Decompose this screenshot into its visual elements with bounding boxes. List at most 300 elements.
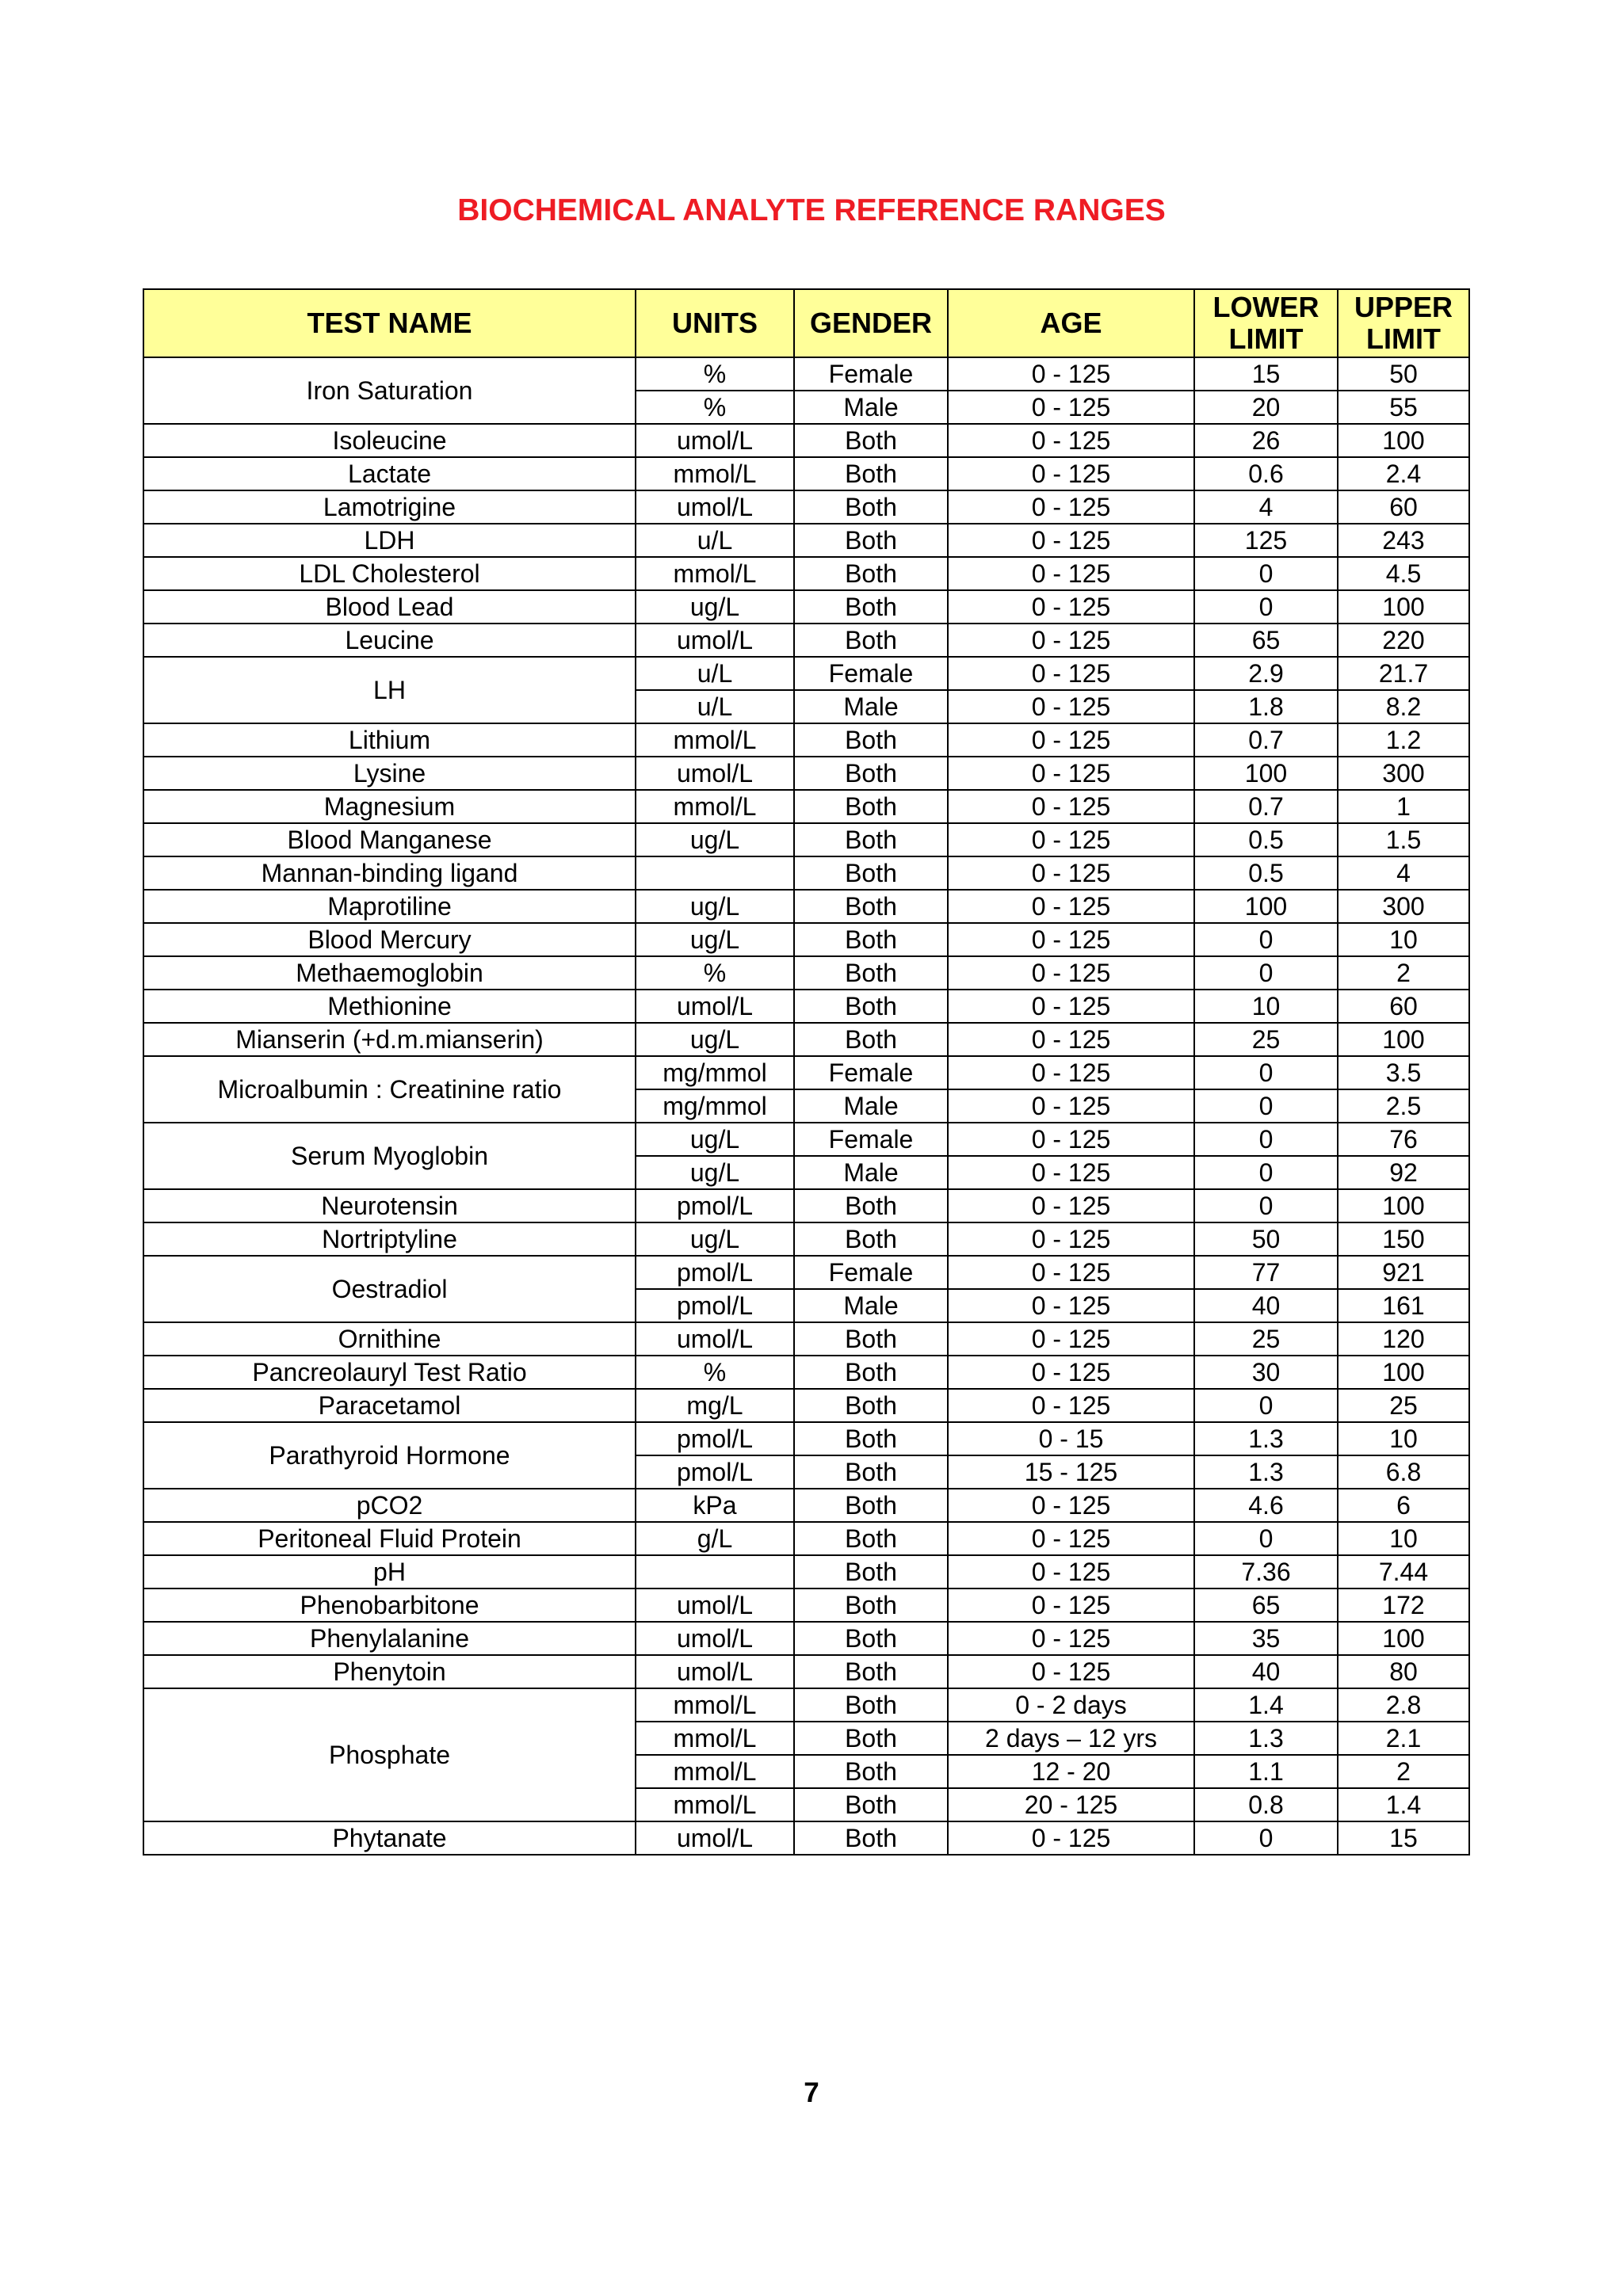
units-cell: pmol/L: [636, 1289, 794, 1322]
table-row: [143, 1322, 1469, 1356]
units-cell: mmol/L: [636, 557, 794, 590]
age-cell: 0 - 125: [948, 856, 1194, 890]
upper-cell: 92: [1338, 1156, 1469, 1189]
gender-cell: Both: [794, 1455, 948, 1489]
age-cell: 0 - 125: [948, 1821, 1194, 1855]
age-cell: 0 - 125: [948, 1256, 1194, 1289]
upper-cell: 100: [1338, 1189, 1469, 1222]
lower-cell: 0.5: [1194, 823, 1338, 856]
upper-cell: 2.8: [1338, 1688, 1469, 1722]
table-row: [143, 1189, 1469, 1222]
test-name-cell: Leucine: [143, 624, 636, 657]
table-row: [143, 1222, 1469, 1256]
age-cell: 0 - 125: [948, 524, 1194, 557]
gender-cell: Both: [794, 1788, 948, 1821]
units-cell: umol/L: [636, 624, 794, 657]
units-cell: %: [636, 1356, 794, 1389]
gender-cell: Male: [794, 1289, 948, 1322]
gender-cell: Both: [794, 1189, 948, 1222]
table-row: [143, 1655, 1469, 1688]
upper-cell: 6: [1338, 1489, 1469, 1522]
table-row: [143, 1389, 1469, 1422]
lower-cell: 4.6: [1194, 1489, 1338, 1522]
test-name-cell: Nortriptyline: [143, 1222, 636, 1256]
gender-cell: Both: [794, 590, 948, 624]
test-name-cell: Peritoneal Fluid Protein: [143, 1522, 636, 1555]
age-cell: 0 - 125: [948, 1056, 1194, 1089]
header-gender: GENDER: [794, 289, 948, 357]
gender-cell: Female: [794, 1123, 948, 1156]
gender-cell: Both: [794, 1755, 948, 1788]
gender-cell: Both: [794, 723, 948, 757]
age-cell: 0 - 125: [948, 757, 1194, 790]
test-name-cell: Phenobarbitone: [143, 1589, 636, 1622]
units-cell: mmol/L: [636, 1755, 794, 1788]
lower-cell: 0: [1194, 1821, 1338, 1855]
upper-cell: 15: [1338, 1821, 1469, 1855]
header-test-name: TEST NAME: [143, 289, 636, 357]
units-cell: mg/mmol: [636, 1089, 794, 1123]
lower-cell: 0.7: [1194, 723, 1338, 757]
age-cell: 0 - 125: [948, 1289, 1194, 1322]
test-name-cell: Parathyroid Hormone: [143, 1422, 636, 1489]
age-cell: 0 - 125: [948, 490, 1194, 524]
lower-cell: 35: [1194, 1622, 1338, 1655]
age-cell: 0 - 125: [948, 1522, 1194, 1555]
lower-cell: 40: [1194, 1655, 1338, 1688]
lower-cell: 65: [1194, 1589, 1338, 1622]
test-name-cell: LDH: [143, 524, 636, 557]
lower-cell: 0.7: [1194, 790, 1338, 823]
age-cell: 0 - 125: [948, 657, 1194, 690]
upper-cell: 100: [1338, 1356, 1469, 1389]
units-cell: umol/L: [636, 1655, 794, 1688]
upper-cell: 1.2: [1338, 723, 1469, 757]
test-name-cell: Lysine: [143, 757, 636, 790]
table-row: [143, 1422, 1469, 1455]
upper-cell: 1.4: [1338, 1788, 1469, 1821]
units-cell: ug/L: [636, 1156, 794, 1189]
upper-cell: 100: [1338, 1023, 1469, 1056]
gender-cell: Both: [794, 457, 948, 490]
gender-cell: Female: [794, 357, 948, 391]
lower-cell: 0.8: [1194, 1788, 1338, 1821]
lower-cell: 0: [1194, 1522, 1338, 1555]
lower-cell: 0: [1194, 1389, 1338, 1422]
units-cell: ug/L: [636, 1123, 794, 1156]
reference-range-table: [143, 288, 1470, 1855]
units-cell: u/L: [636, 524, 794, 557]
upper-cell: 300: [1338, 757, 1469, 790]
test-name-cell: Lactate: [143, 457, 636, 490]
gender-cell: Male: [794, 1089, 948, 1123]
units-cell: %: [636, 391, 794, 424]
lower-cell: 77: [1194, 1256, 1338, 1289]
upper-cell: 2: [1338, 956, 1469, 990]
units-cell: umol/L: [636, 490, 794, 524]
upper-cell: 7.44: [1338, 1555, 1469, 1589]
gender-cell: Both: [794, 1821, 948, 1855]
lower-cell: 0: [1194, 1156, 1338, 1189]
age-cell: 0 - 125: [948, 1655, 1194, 1688]
gender-cell: Both: [794, 990, 948, 1023]
units-cell: %: [636, 357, 794, 391]
gender-cell: Both: [794, 1555, 948, 1589]
units-cell: mmol/L: [636, 1722, 794, 1755]
test-name-cell: Methaemoglobin: [143, 956, 636, 990]
test-name-cell: LH: [143, 657, 636, 723]
table-row: [143, 357, 1469, 391]
gender-cell: Both: [794, 1023, 948, 1056]
units-cell: mmol/L: [636, 723, 794, 757]
units-cell: ug/L: [636, 923, 794, 956]
gender-cell: Both: [794, 790, 948, 823]
units-cell: ug/L: [636, 1023, 794, 1056]
upper-cell: 100: [1338, 424, 1469, 457]
test-name-cell: Phenylalanine: [143, 1622, 636, 1655]
gender-cell: Both: [794, 1322, 948, 1356]
age-cell: 0 - 125: [948, 790, 1194, 823]
table-row: [143, 723, 1469, 757]
upper-cell: 100: [1338, 1622, 1469, 1655]
table-row: [143, 457, 1469, 490]
table-row: [143, 657, 1469, 690]
upper-cell: 172: [1338, 1589, 1469, 1622]
upper-cell: 10: [1338, 1522, 1469, 1555]
upper-cell: 100: [1338, 590, 1469, 624]
gender-cell: Both: [794, 856, 948, 890]
gender-cell: Both: [794, 1489, 948, 1522]
upper-cell: 300: [1338, 890, 1469, 923]
units-cell: ug/L: [636, 590, 794, 624]
age-cell: 0 - 2 days: [948, 1688, 1194, 1722]
age-cell: 0 - 125: [948, 1589, 1194, 1622]
header-units: UNITS: [636, 289, 794, 357]
upper-cell: 10: [1338, 1422, 1469, 1455]
upper-cell: 25: [1338, 1389, 1469, 1422]
gender-cell: Both: [794, 1688, 948, 1722]
header-upper-limit: [1338, 289, 1469, 357]
age-cell: 0 - 125: [948, 990, 1194, 1023]
units-cell: ug/L: [636, 1222, 794, 1256]
lower-cell: 0: [1194, 557, 1338, 590]
units-cell: mmol/L: [636, 1688, 794, 1722]
test-name-cell: Oestradiol: [143, 1256, 636, 1322]
page-title: BIOCHEMICAL ANALYTE REFERENCE RANGES: [457, 193, 1166, 227]
table-row: [143, 424, 1469, 457]
upper-cell: 3.5: [1338, 1056, 1469, 1089]
table-row: [143, 624, 1469, 657]
upper-cell: 2.4: [1338, 457, 1469, 490]
gender-cell: Both: [794, 1655, 948, 1688]
age-cell: 0 - 125: [948, 1489, 1194, 1522]
gender-cell: Both: [794, 1356, 948, 1389]
table-row: [143, 1821, 1469, 1855]
table-row: [143, 790, 1469, 823]
units-cell: pmol/L: [636, 1256, 794, 1289]
age-cell: 12 - 20: [948, 1755, 1194, 1788]
units-cell: pmol/L: [636, 1422, 794, 1455]
lower-cell: 20: [1194, 391, 1338, 424]
table-row: [143, 856, 1469, 890]
lower-cell: 1.1: [1194, 1755, 1338, 1788]
upper-cell: 50: [1338, 357, 1469, 391]
test-name-cell: Blood Lead: [143, 590, 636, 624]
lower-cell: 125: [1194, 524, 1338, 557]
age-cell: 0 - 125: [948, 1322, 1194, 1356]
table-row: [143, 1056, 1469, 1089]
units-cell: umol/L: [636, 1589, 794, 1622]
lower-cell: 15: [1194, 357, 1338, 391]
units-cell: mmol/L: [636, 1788, 794, 1821]
test-name-cell: Blood Mercury: [143, 923, 636, 956]
test-name-cell: Pancreolauryl Test Ratio: [143, 1356, 636, 1389]
header-age: AGE: [948, 289, 1194, 357]
gender-cell: Both: [794, 757, 948, 790]
test-name-cell: Maprotiline: [143, 890, 636, 923]
age-cell: 0 - 125: [948, 357, 1194, 391]
units-cell: mg/mmol: [636, 1056, 794, 1089]
lower-cell: 4: [1194, 490, 1338, 524]
lower-cell: 0.5: [1194, 856, 1338, 890]
upper-cell: 2.1: [1338, 1722, 1469, 1755]
gender-cell: Both: [794, 823, 948, 856]
lower-cell: 100: [1194, 890, 1338, 923]
upper-cell: 4: [1338, 856, 1469, 890]
test-name-cell: LDL Cholesterol: [143, 557, 636, 590]
gender-cell: Male: [794, 391, 948, 424]
gender-cell: Both: [794, 490, 948, 524]
age-cell: 0 - 125: [948, 1156, 1194, 1189]
units-cell: umol/L: [636, 1622, 794, 1655]
age-cell: 0 - 125: [948, 723, 1194, 757]
gender-cell: Both: [794, 956, 948, 990]
age-cell: 0 - 125: [948, 1023, 1194, 1056]
table-row: [143, 757, 1469, 790]
units-cell: mg/L: [636, 1389, 794, 1422]
lower-cell: 30: [1194, 1356, 1338, 1389]
age-cell: 0 - 125: [948, 923, 1194, 956]
lower-cell: 0: [1194, 590, 1338, 624]
table-row: [143, 1589, 1469, 1622]
test-name-cell: Phytanate: [143, 1821, 636, 1855]
test-name-cell: Microalbumin : Creatinine ratio: [143, 1056, 636, 1123]
table-row: [143, 923, 1469, 956]
header-lower-line2: LIMIT: [1228, 322, 1304, 355]
header-upper-line2: LIMIT: [1366, 322, 1441, 355]
age-cell: 0 - 125: [948, 624, 1194, 657]
units-cell: ug/L: [636, 823, 794, 856]
age-cell: 2 days – 12 yrs: [948, 1722, 1194, 1755]
upper-cell: 4.5: [1338, 557, 1469, 590]
upper-cell: 161: [1338, 1289, 1469, 1322]
upper-cell: 2: [1338, 1755, 1469, 1788]
test-name-cell: Blood Manganese: [143, 823, 636, 856]
age-cell: 0 - 125: [948, 457, 1194, 490]
page-number: 7: [804, 2077, 819, 2108]
header-lower-limit: [1194, 289, 1338, 357]
lower-cell: 1.4: [1194, 1688, 1338, 1722]
units-cell: [636, 1555, 794, 1589]
table-row: [143, 1123, 1469, 1156]
age-cell: 0 - 125: [948, 890, 1194, 923]
upper-cell: 120: [1338, 1322, 1469, 1356]
upper-cell: 220: [1338, 624, 1469, 657]
age-cell: 0 - 125: [948, 590, 1194, 624]
gender-cell: Both: [794, 1589, 948, 1622]
upper-cell: 6.8: [1338, 1455, 1469, 1489]
gender-cell: Both: [794, 890, 948, 923]
age-cell: 0 - 15: [948, 1422, 1194, 1455]
lower-cell: 25: [1194, 1023, 1338, 1056]
units-cell: kPa: [636, 1489, 794, 1522]
lower-cell: 1.8: [1194, 690, 1338, 723]
test-name-cell: pH: [143, 1555, 636, 1589]
units-cell: umol/L: [636, 990, 794, 1023]
test-name-cell: Serum Myoglobin: [143, 1123, 636, 1189]
gender-cell: Both: [794, 1389, 948, 1422]
gender-cell: Both: [794, 424, 948, 457]
upper-cell: 2.5: [1338, 1089, 1469, 1123]
lower-cell: 0.6: [1194, 457, 1338, 490]
upper-cell: 10: [1338, 923, 1469, 956]
table-row: [143, 1622, 1469, 1655]
gender-cell: Both: [794, 624, 948, 657]
lower-cell: 0: [1194, 1089, 1338, 1123]
test-name-cell: pCO2: [143, 1489, 636, 1522]
age-cell: 15 - 125: [948, 1455, 1194, 1489]
table-row: [143, 1522, 1469, 1555]
lower-cell: 0: [1194, 1189, 1338, 1222]
upper-cell: 8.2: [1338, 690, 1469, 723]
gender-cell: Both: [794, 1222, 948, 1256]
gender-cell: Both: [794, 1722, 948, 1755]
test-name-cell: Phenytoin: [143, 1655, 636, 1688]
units-cell: g/L: [636, 1522, 794, 1555]
units-cell: ug/L: [636, 890, 794, 923]
lower-cell: 50: [1194, 1222, 1338, 1256]
upper-cell: 921: [1338, 1256, 1469, 1289]
table-row: [143, 823, 1469, 856]
upper-cell: 60: [1338, 490, 1469, 524]
lower-cell: 100: [1194, 757, 1338, 790]
lower-cell: 0: [1194, 1056, 1338, 1089]
units-cell: %: [636, 956, 794, 990]
age-cell: 0 - 125: [948, 1622, 1194, 1655]
table-row: [143, 1023, 1469, 1056]
gender-cell: Both: [794, 923, 948, 956]
gender-cell: Both: [794, 1622, 948, 1655]
upper-cell: 80: [1338, 1655, 1469, 1688]
table-row: [143, 590, 1469, 624]
lower-cell: 25: [1194, 1322, 1338, 1356]
table-row: [143, 1688, 1469, 1722]
table-row: [143, 956, 1469, 990]
table-row: [143, 1256, 1469, 1289]
gender-cell: Both: [794, 524, 948, 557]
table-row: [143, 1555, 1469, 1589]
table-row: [143, 557, 1469, 590]
table-row: [143, 524, 1469, 557]
upper-cell: 150: [1338, 1222, 1469, 1256]
lower-cell: 7.36: [1194, 1555, 1338, 1589]
age-cell: 0 - 125: [948, 1123, 1194, 1156]
table-header: [143, 289, 1469, 357]
lower-cell: 0: [1194, 923, 1338, 956]
test-name-cell: Phosphate: [143, 1688, 636, 1821]
age-cell: 0 - 125: [948, 956, 1194, 990]
upper-cell: 243: [1338, 524, 1469, 557]
table-row: [143, 1489, 1469, 1522]
lower-cell: 2.9: [1194, 657, 1338, 690]
upper-cell: 60: [1338, 990, 1469, 1023]
lower-cell: 1.3: [1194, 1422, 1338, 1455]
upper-cell: 21.7: [1338, 657, 1469, 690]
units-cell: [636, 856, 794, 890]
table-row: [143, 490, 1469, 524]
test-name-cell: Magnesium: [143, 790, 636, 823]
lower-cell: 1.3: [1194, 1722, 1338, 1755]
upper-cell: 1: [1338, 790, 1469, 823]
upper-cell: 55: [1338, 391, 1469, 424]
header-upper-line1: UPPER: [1354, 291, 1453, 323]
units-cell: umol/L: [636, 757, 794, 790]
gender-cell: Female: [794, 1256, 948, 1289]
lower-cell: 26: [1194, 424, 1338, 457]
lower-cell: 10: [1194, 990, 1338, 1023]
test-name-cell: Lithium: [143, 723, 636, 757]
age-cell: 0 - 125: [948, 1089, 1194, 1123]
table-row: [143, 1356, 1469, 1389]
table-body: [143, 357, 1469, 1855]
age-cell: 0 - 125: [948, 391, 1194, 424]
age-cell: 0 - 125: [948, 1356, 1194, 1389]
gender-cell: Male: [794, 1156, 948, 1189]
units-cell: umol/L: [636, 1821, 794, 1855]
gender-cell: Both: [794, 557, 948, 590]
units-cell: u/L: [636, 690, 794, 723]
lower-cell: 40: [1194, 1289, 1338, 1322]
table-row: [143, 890, 1469, 923]
units-cell: mmol/L: [636, 457, 794, 490]
lower-cell: 0: [1194, 956, 1338, 990]
units-cell: umol/L: [636, 424, 794, 457]
test-name-cell: Paracetamol: [143, 1389, 636, 1422]
units-cell: pmol/L: [636, 1455, 794, 1489]
test-name-cell: Lamotrigine: [143, 490, 636, 524]
table-row: [143, 990, 1469, 1023]
header-lower-line1: LOWER: [1212, 291, 1319, 323]
header-row: [143, 289, 1469, 357]
age-cell: 0 - 125: [948, 690, 1194, 723]
lower-cell: 0: [1194, 1123, 1338, 1156]
age-cell: 0 - 125: [948, 1389, 1194, 1422]
test-name-cell: Methionine: [143, 990, 636, 1023]
units-cell: mmol/L: [636, 790, 794, 823]
test-name-cell: Iron Saturation: [143, 357, 636, 424]
age-cell: 0 - 125: [948, 557, 1194, 590]
age-cell: 0 - 125: [948, 424, 1194, 457]
gender-cell: Female: [794, 657, 948, 690]
test-name-cell: Mianserin (+d.m.mianserin): [143, 1023, 636, 1056]
upper-cell: 76: [1338, 1123, 1469, 1156]
age-cell: 20 - 125: [948, 1788, 1194, 1821]
test-name-cell: Isoleucine: [143, 424, 636, 457]
test-name-cell: Mannan-binding ligand: [143, 856, 636, 890]
upper-cell: 1.5: [1338, 823, 1469, 856]
units-cell: u/L: [636, 657, 794, 690]
gender-cell: Female: [794, 1056, 948, 1089]
